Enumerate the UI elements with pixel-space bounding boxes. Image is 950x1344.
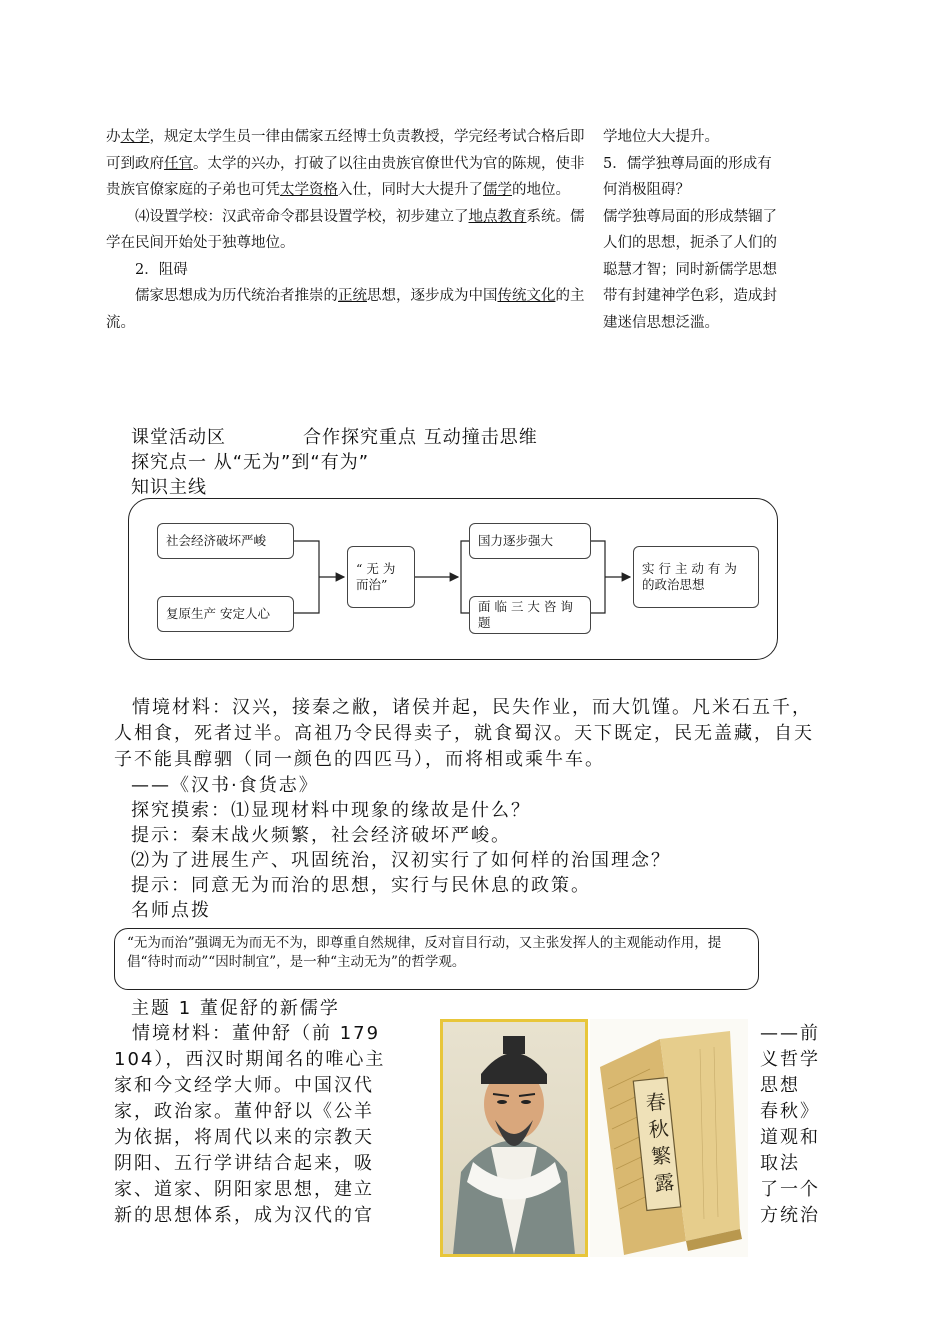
book-title-label: 春秋繁露 [644,1089,676,1196]
material-source: ——《汉书·食货志》 [131,775,319,796]
zone-subtitle: 合作探究重点 互动撞击思维 [303,427,538,448]
term-renguan: 任官 [164,155,193,172]
question-1: 探究摸索：⑴显现材料中现象的缘故是什么？ [131,800,531,821]
side-line1: 学地位大大提升。 [603,129,719,145]
flow-box-restore-production: 复原生产 安定人心 [157,596,294,632]
subheading-influence: 2．阻碍 [135,261,188,278]
term-taixue: 太学 [120,129,150,145]
theme-title: 主题 1 董促舒的新儒学 [131,998,340,1019]
zone-title: 课堂活动区 [131,427,226,448]
material-text: 情境材料：汉兴，接秦之敝，诸侯并起，民失作业，而大饥馑。凡米石五千，人相食，死者过半。高祖乃令民得卖子，就食蜀汉。天下既定，民无盖藏，自天子不能具醇驷（同一颜色的四匹马），而将相或乘牛车。 [114,697,814,770]
term-taixue-zige: 太学资格 [280,182,338,198]
paragraph-mainstream: 儒家思想成为历代统治者推崇的正统思想，逐步成为中国传统文化的主流。 [106,288,585,331]
flow-box-three-problems: 面 临 三 大 咨 询 题 [469,596,591,634]
flow-box-active-policy: 实 行 主 动 有 为 的政治思想 [633,546,759,608]
chunqiu-fanlu-book-image [590,1019,748,1257]
flow-box-wuwei: “ 无 为而治” [347,546,415,608]
point-one-title: 探究点一 从“无为”到“有为” [131,452,370,473]
tips-title: 名师点拨 [131,900,211,921]
term-ruxue: 儒学 [483,182,512,198]
teacher-note-box: “无为而治”强调无为而无不为，即尊重自然规律，反对盲目行动，又主张发挥人的主观能动作用，提倡“待时而动”“因时制宜”，是一种“主动无为”的哲学观。 [114,928,759,990]
top-main-column [106,124,590,336]
answer-2: 提示：同意无为而治的思想，实行与民休息的政策。 [131,875,591,896]
paragraph-taixue: 办太学，规定太学生员一律由儒家五经博士负责教授，学完经考试合格后即可到政府任官。太学的兴办，打破了以往由贵族官僚世代为官的陈规，使非贵族官僚家庭的子弟也可凭太学资格入仕，同时大大提升了儒学的地位。 [106,129,585,198]
main-line-title: 知识主线 [131,477,207,498]
answer-1: 提示：秦末战火频繁，社会经济破坏严峻。 [131,825,511,846]
knowledge-flow-diagram [128,498,778,660]
term-local-education: 地点教育 [468,208,527,225]
theme-left-text: 情境材料：董仲舒（前 179 104），西汉时期闻名的唯心主 家和今文经学大师。中国汉代 家，政治家。董仲舒以《公羊 为依据，将周代以来的宗教天 阴阳、五行学讲结合起来，吸 家、道家、阴阳家思想，建立 新的思想体系，成为汉代的官 [114,1023,386,1226]
side-question5: 5．儒学独尊局面的形成有何消极阻碍？ [603,155,772,198]
flow-box-economy-damaged: 社会经济破坏严峻 [157,523,294,559]
question-2: ⑵为了进展生产、巩固统治，汉初实行了如何样的治国理念？ [131,850,671,871]
paragraph-schools: ⑷设置学校：汉武帝命令郡县设置学校，初步建立了地点教育系统。儒学在民间开始处于独尊地位。 [106,208,585,251]
side-column [603,124,783,336]
dong-zhongshu-portrait [440,1019,588,1257]
side-answer5: 儒学独尊局面的形成禁锢了人们的思想，扼杀了人们的聪慧才智；同时新儒学思想带有封建神学色彩，造成封建迷信思想泛滥。 [603,208,777,331]
theme-right-text: ——前 义哲学 思想 春秋》 道观和 取法 了一个 方统治 [760,1023,820,1226]
portrait-illustration [443,1022,585,1254]
term-traditional-culture: 传统文化 [497,288,556,304]
flow-box-national-strength: 国力逐步强大 [469,523,591,559]
term-zhengtong: 正统 [338,288,367,304]
